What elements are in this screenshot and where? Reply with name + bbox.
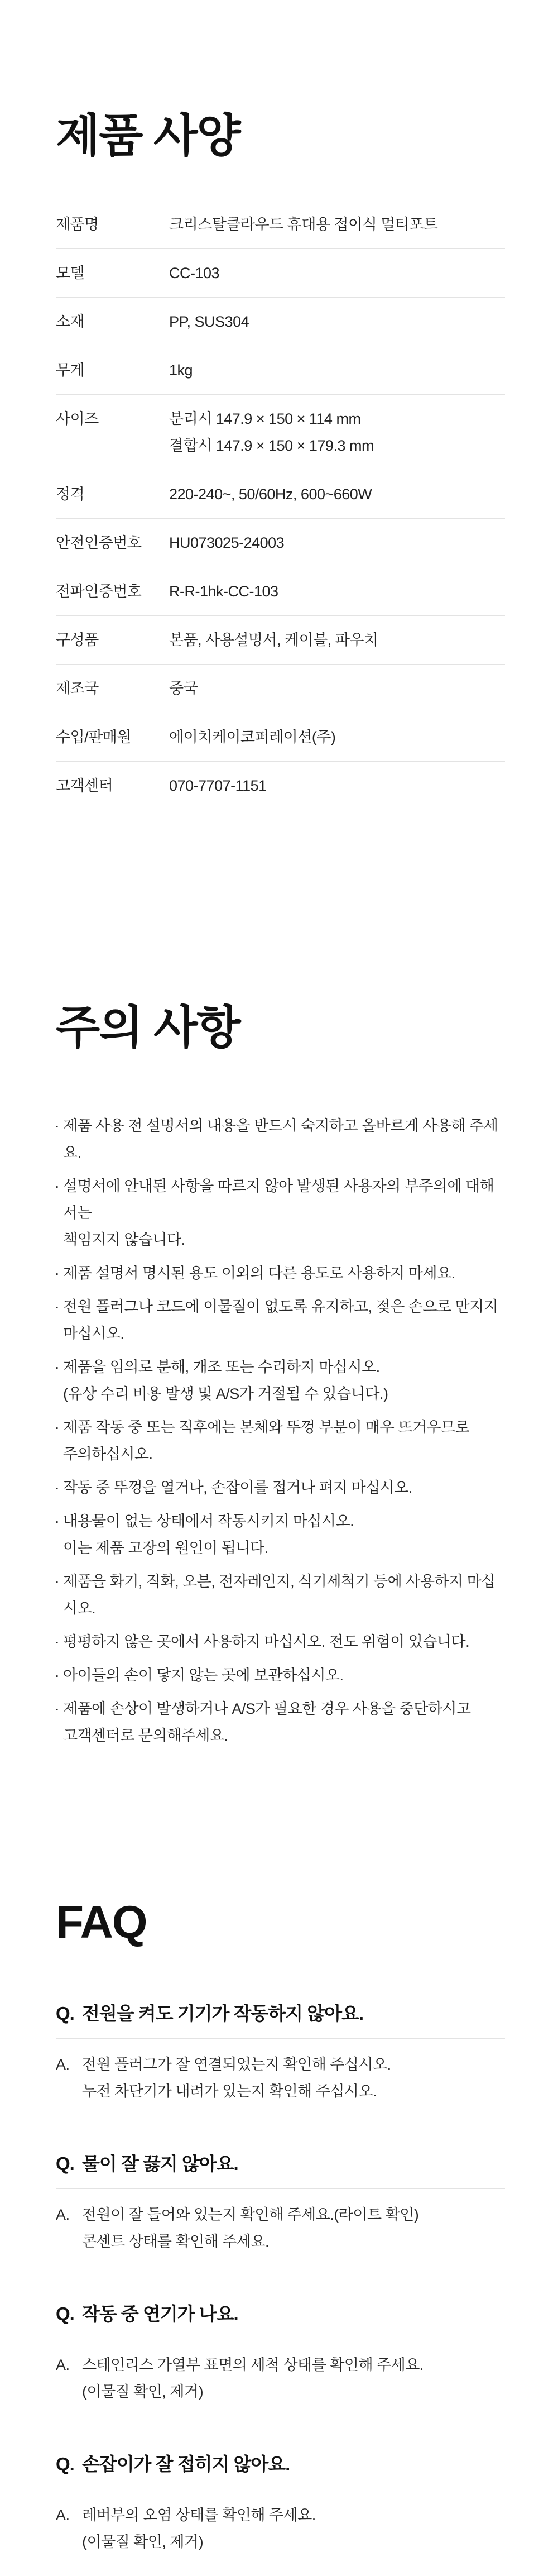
spec-row-value — [169, 260, 505, 286]
spec-value-line: CC-103 — [169, 265, 220, 281]
caution-item — [56, 1293, 505, 1347]
spec-value-line: HU073025-24003 — [169, 534, 285, 551]
bullet-glyph: · — [54, 1419, 60, 1436]
caution-text — [63, 1112, 505, 1166]
faq-item — [56, 2452, 505, 2555]
faq-question-text: 작동 중 연기가 나요. — [82, 2303, 238, 2324]
faq-item — [56, 2001, 505, 2105]
bullet-glyph: · — [54, 1298, 60, 1315]
faq-answer-prefix: A. — [56, 2206, 70, 2223]
spec-row-label: 사이즈 — [56, 410, 99, 427]
spec-row-value — [169, 529, 505, 556]
faq-question — [56, 2152, 505, 2176]
caution-text — [63, 1628, 505, 1655]
faq-question-prefix: Q. — [56, 2153, 74, 2174]
faq-question — [56, 2452, 505, 2477]
spec-row-value — [169, 627, 505, 653]
bullet-glyph: · — [54, 1573, 60, 1590]
caution-line: 설명서에 안내된 사항을 따르지 않아 발생된 사용자의 부주의에 대해서는 — [63, 1178, 494, 1221]
faq-section-title: FAQ — [56, 1897, 147, 1948]
faq-answer — [56, 2201, 505, 2255]
faq-item — [56, 2152, 505, 2255]
spec-row-label: 모델 — [56, 265, 85, 281]
caution-item — [56, 1628, 505, 1655]
divider — [56, 2038, 505, 2039]
caution-item — [56, 1508, 505, 1561]
caution-item — [56, 1568, 505, 1622]
caution-line: 마십시오. — [63, 1325, 124, 1342]
spec-value-line: 결합시 147.9 × 150 × 179.3 mm — [169, 437, 374, 454]
spec-table-row — [56, 249, 505, 298]
caution-item — [56, 1414, 505, 1468]
spec-row-label: 정격 — [56, 486, 85, 503]
caution-line: 내용물이 없는 상태에서 작동시키지 마십시오. — [63, 1513, 354, 1530]
faq-answer-line: (이물질 확인, 제거) — [82, 2383, 204, 2400]
spec-row-label: 소재 — [56, 313, 85, 330]
bullet-glyph: · — [54, 1700, 60, 1717]
spec-table-row — [56, 200, 505, 249]
faq-answer-prefix: A. — [56, 2507, 70, 2524]
spec-row-value — [169, 405, 505, 459]
caution-line: 책임지지 않습니다. — [63, 1231, 185, 1248]
caution-item — [56, 1695, 505, 1749]
faq-question-text: 물이 잘 끓지 않아요. — [82, 2153, 238, 2174]
faq-answer-prefix: A. — [56, 2056, 70, 2073]
spec-table-row — [56, 298, 505, 346]
caution-line: 제품 설명서 명시된 용도 이외의 다른 용도로 사용하지 마세요. — [63, 1265, 455, 1282]
spec-row-value — [169, 357, 505, 384]
caution-line: 작동 중 뚜껑을 열거나, 손잡이를 접거나 펴지 마십시오. — [63, 1479, 412, 1496]
spec-table-row — [56, 470, 505, 519]
spec-section-title: 제품 사양 — [56, 111, 240, 161]
faq-question — [56, 2001, 505, 2026]
spec-row-value — [169, 578, 505, 605]
spec-value-line: 크리스탈클라우드 휴대용 접이식 멀티포트 — [169, 216, 438, 233]
bullet-glyph: · — [54, 1513, 60, 1530]
caution-line: 제품을 임의로 분해, 개조 또는 수리하지 마십시오. — [63, 1359, 380, 1375]
caution-section-title: 주의 사항 — [56, 1002, 240, 1053]
caution-text — [63, 1508, 505, 1561]
spec-value-line: 070-7707-1151 — [169, 777, 267, 794]
faq-answer-line: 전원이 잘 들어와 있는지 확인해 주세요.(라이트 확인) — [82, 2206, 419, 2223]
spec-table-row — [56, 616, 505, 665]
faq-answer — [56, 2502, 505, 2555]
caution-text — [63, 1662, 505, 1689]
caution-line: (유상 수리 비용 발생 및 A/S가 거절될 수 있습니다.) — [63, 1385, 388, 1402]
spec-table-row — [56, 346, 505, 395]
faq-answer-line: 전원 플러그가 잘 연결되었는지 확인해 주십시오. — [82, 2056, 391, 2073]
caution-text — [63, 1293, 505, 1347]
caution-text — [63, 1474, 505, 1501]
spec-table-row — [56, 762, 505, 810]
spec-table-row — [56, 519, 505, 567]
faq-answer-text — [82, 2502, 316, 2555]
caution-line: 고객센터로 문의해주세요. — [63, 1727, 228, 1744]
spec-row-value — [169, 211, 505, 238]
spec-table-row — [56, 665, 505, 713]
faq-question-prefix: Q. — [56, 2003, 74, 2024]
caution-line: 제품에 손상이 발생하거나 A/S가 필요한 경우 사용을 중단하시고 — [63, 1700, 471, 1717]
spec-table-row — [56, 713, 505, 762]
spec-value-line: R-R-1hk-CC-103 — [169, 583, 278, 600]
caution-text — [63, 1695, 505, 1749]
spec-row-label: 제조국 — [56, 680, 99, 697]
spec-row-label: 제품명 — [56, 216, 99, 233]
faq-answer-line: 스테인리스 가열부 표면의 세척 상태를 확인해 주세요. — [82, 2357, 424, 2373]
caution-line: 아이들의 손이 닿지 않는 곳에 보관하십시오. — [63, 1667, 344, 1684]
faq-answer-line: (이물질 확인, 제거) — [82, 2534, 204, 2550]
caution-line: 평평하지 않은 곳에서 사용하지 마십시오. 전도 위험이 있습니다. — [63, 1633, 470, 1650]
spec-table-row — [56, 395, 505, 470]
caution-text — [63, 1173, 505, 1253]
caution-line: 전원 플러그나 코드에 이물질이 없도록 유지하고, 젖은 손으로 만지지 — [63, 1298, 498, 1315]
divider — [56, 2188, 505, 2189]
spec-row-label: 안전인증번호 — [56, 534, 142, 551]
spec-row-label: 전파인증번호 — [56, 583, 142, 600]
spec-value-line: 1kg — [169, 362, 193, 379]
faq-answer-text — [82, 2051, 391, 2105]
faq-list — [56, 2001, 505, 2555]
spec-row-value — [169, 772, 505, 799]
caution-line: 제품 사용 전 설명서의 내용을 반드시 숙지하고 올바르게 사용해 주세요. — [63, 1117, 498, 1161]
caution-list — [56, 1112, 505, 1749]
faq-answer-line: 레버부의 오염 상태를 확인해 주세요. — [82, 2507, 316, 2524]
spec-row-label: 무게 — [56, 362, 85, 379]
spec-row-value — [169, 481, 505, 508]
faq-answer — [56, 2051, 505, 2105]
faq-answer-line: 누전 차단기가 내려가 있는지 확인해 주십시오. — [82, 2083, 377, 2100]
caution-line: 제품 작동 중 또는 직후에는 본체와 뚜껑 부분이 매우 뜨거우므로 — [63, 1419, 470, 1436]
caution-item — [56, 1662, 505, 1689]
faq-question-text: 전원을 켜도 기기가 작동하지 않아요. — [82, 2003, 364, 2024]
spec-table-row — [56, 567, 505, 616]
caution-item — [56, 1112, 505, 1166]
caution-text — [63, 1354, 505, 1407]
spec-row-label: 구성품 — [56, 632, 99, 648]
bullet-glyph: · — [54, 1633, 60, 1650]
bullet-glyph: · — [54, 1667, 60, 1684]
spec-row-value — [169, 724, 505, 751]
faq-question — [56, 2302, 505, 2326]
caution-item — [56, 1354, 505, 1407]
bullet-glyph: · — [54, 1265, 60, 1282]
faq-answer-text — [82, 2201, 419, 2255]
spec-value-line: 본품, 사용설명서, 케이블, 파우치 — [169, 632, 378, 648]
spec-value-line: 중국 — [169, 680, 198, 697]
spec-value-line: PP, SUS304 — [169, 313, 249, 330]
spec-value-line: 220-240~, 50/60Hz, 600~660W — [169, 486, 372, 503]
spec-row-label: 수입/판매원 — [56, 729, 131, 745]
caution-item — [56, 1474, 505, 1501]
faq-item — [56, 2302, 505, 2405]
caution-line: 제품을 화기, 직화, 오븐, 전자레인지, 식기세척기 등에 사용하지 마십시오. — [63, 1573, 496, 1617]
bullet-glyph: · — [54, 1479, 60, 1496]
page-content — [56, 0, 505, 2555]
spec-row-label: 고객센터 — [56, 777, 113, 794]
bullet-glyph: · — [54, 1359, 60, 1375]
spec-row-value — [169, 675, 505, 702]
bullet-glyph: · — [54, 1117, 60, 1134]
caution-text — [63, 1260, 505, 1287]
caution-item — [56, 1173, 505, 1253]
caution-line: 이는 제품 고장의 원인이 됩니다. — [63, 1540, 268, 1556]
caution-item — [56, 1260, 505, 1287]
caution-text — [63, 1568, 505, 1622]
spec-row-value — [169, 308, 505, 335]
spec-value-line: 분리시 147.9 × 150 × 114 mm — [169, 410, 361, 427]
faq-question-prefix: Q. — [56, 2303, 74, 2324]
spec-value-line: 에이치케이코퍼레이션(주) — [169, 729, 336, 745]
faq-answer — [56, 2352, 505, 2405]
spec-table — [56, 200, 505, 810]
faq-answer-line: 콘센트 상태를 확인해 주세요. — [82, 2233, 269, 2250]
faq-question-prefix: Q. — [56, 2454, 74, 2474]
caution-text — [63, 1414, 505, 1468]
bullet-glyph: · — [54, 1178, 60, 1194]
faq-answer-text — [82, 2352, 424, 2405]
faq-answer-prefix: A. — [56, 2357, 70, 2373]
faq-question-text: 손잡이가 잘 접히지 않아요. — [82, 2454, 290, 2474]
caution-line: 주의하십시오. — [63, 1446, 153, 1463]
